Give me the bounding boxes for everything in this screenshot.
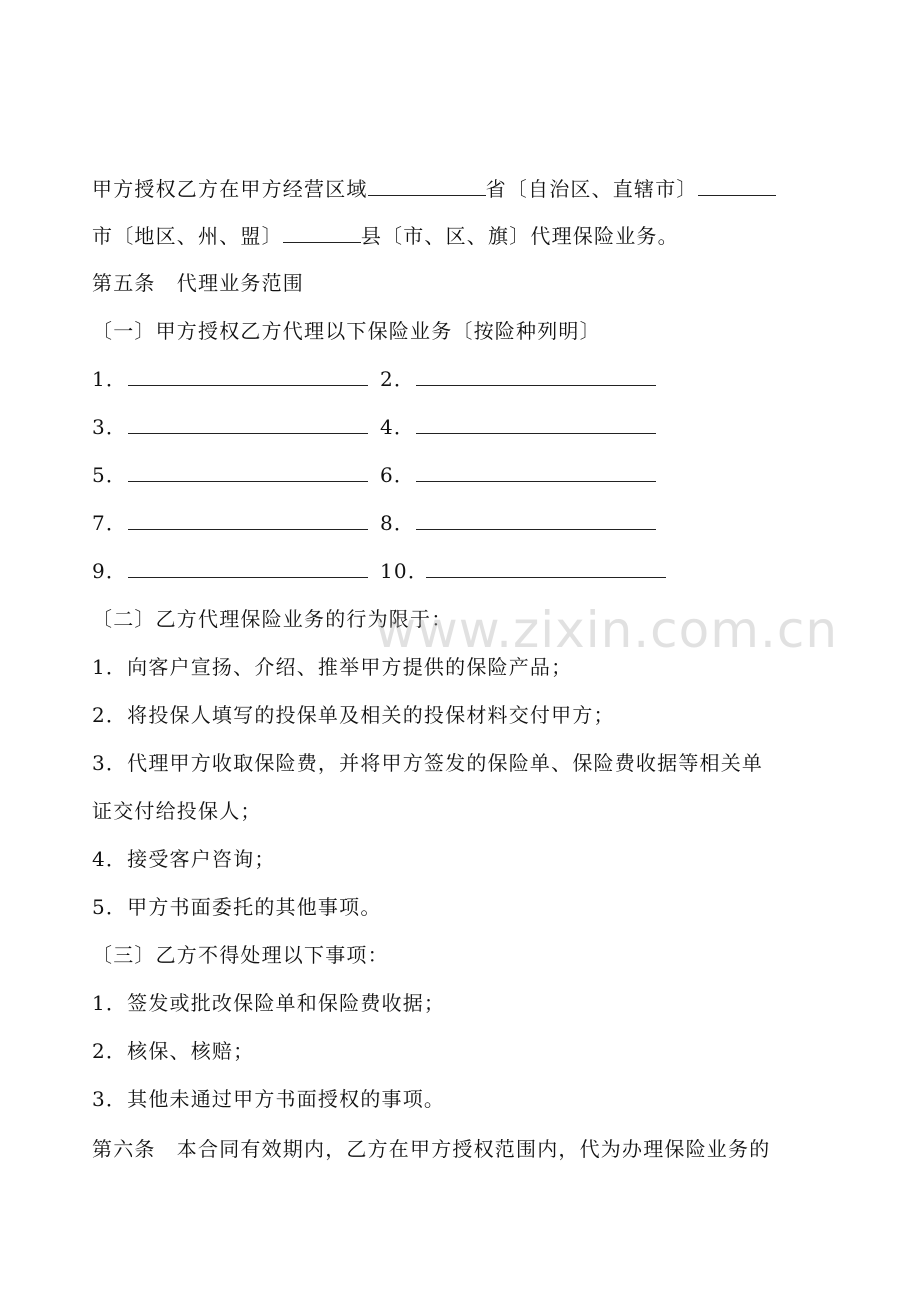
- insurance-item-row: [92, 364, 656, 394]
- insurance-type-blank[interactable]: [128, 559, 368, 578]
- article-6-text: 第六条 本合同有效期内，乙方在甲方授权范围内，代为办理保险业务的: [92, 1137, 771, 1161]
- section-3-item: 3．其他未通过甲方书面授权的事项。: [92, 1087, 446, 1111]
- insurance-type-blank[interactable]: [128, 415, 368, 434]
- insurance-type-blank[interactable]: [416, 415, 656, 434]
- insurance-type-blank[interactable]: [416, 511, 656, 530]
- insurance-item-row: [92, 412, 656, 442]
- region-text-a: 甲方授权乙方在甲方经营区域: [92, 177, 368, 201]
- item-number: 5．: [92, 463, 128, 487]
- insurance-type-blank[interactable]: [416, 463, 656, 482]
- paragraph-region-county: [92, 221, 679, 251]
- insurance-type-blank[interactable]: [128, 463, 368, 482]
- insurance-item-row: [92, 508, 656, 538]
- section-2-item: 5．甲方书面委托的其他事项。: [92, 895, 382, 919]
- item-number: 6．: [380, 463, 416, 487]
- section-1-title: 〔一〕甲方授权乙方代理以下保险业务〔按险种列明〕: [92, 319, 601, 343]
- item-number: 3．: [92, 415, 128, 439]
- item-number: 7．: [92, 511, 128, 535]
- item-number: 10．: [380, 559, 430, 583]
- region-text-b: 省〔自治区、直辖市〕: [485, 177, 698, 201]
- watermark: www.zixin.com.cn: [375, 601, 839, 659]
- item-number: 8．: [380, 511, 416, 535]
- province-blank[interactable]: [368, 177, 486, 196]
- insurance-type-blank[interactable]: [416, 367, 656, 386]
- item-number: 1．: [92, 367, 128, 391]
- county-blank[interactable]: [283, 224, 361, 243]
- section-2-item: 4．接受客户咨询；: [92, 847, 276, 871]
- insurance-type-blank[interactable]: [426, 559, 666, 578]
- item-number: 4．: [380, 415, 416, 439]
- section-2-title: 〔二〕乙方代理保险业务的行为限于：: [92, 607, 453, 631]
- region-text-d: 县〔市、区、旗〕代理保险业务。: [360, 224, 679, 248]
- insurance-type-blank[interactable]: [128, 511, 368, 530]
- insurance-item-row: [92, 460, 656, 490]
- section-3-item: 2．核保、核赔；: [92, 1039, 255, 1063]
- insurance-type-blank[interactable]: [128, 367, 368, 386]
- item-number: 9．: [92, 559, 128, 583]
- section-2-item-continued: 证交付给投保人；: [92, 799, 262, 823]
- item-number: 2．: [380, 367, 416, 391]
- city-blank[interactable]: [698, 177, 776, 196]
- section-2-item: 3．代理甲方收取保险费，并将甲方签发的保险单、保险费收据等相关单: [92, 751, 764, 775]
- insurance-item-row: [92, 556, 666, 586]
- section-2-item: 2．将投保人填写的投保单及相关的投保材料交付甲方；: [92, 703, 615, 727]
- paragraph-region-province: [92, 174, 776, 204]
- region-text-c: 市〔地区、州、盟〕: [92, 224, 283, 248]
- article-5-title: 第五条 代理业务范围: [92, 271, 304, 295]
- section-3-title: 〔三〕乙方不得处理以下事项：: [92, 943, 389, 967]
- section-3-item: 1．签发或批改保险单和保险费收据；: [92, 991, 446, 1015]
- section-2-item: 1．向客户宣扬、介绍、推举甲方提供的保险产品；: [92, 655, 573, 679]
